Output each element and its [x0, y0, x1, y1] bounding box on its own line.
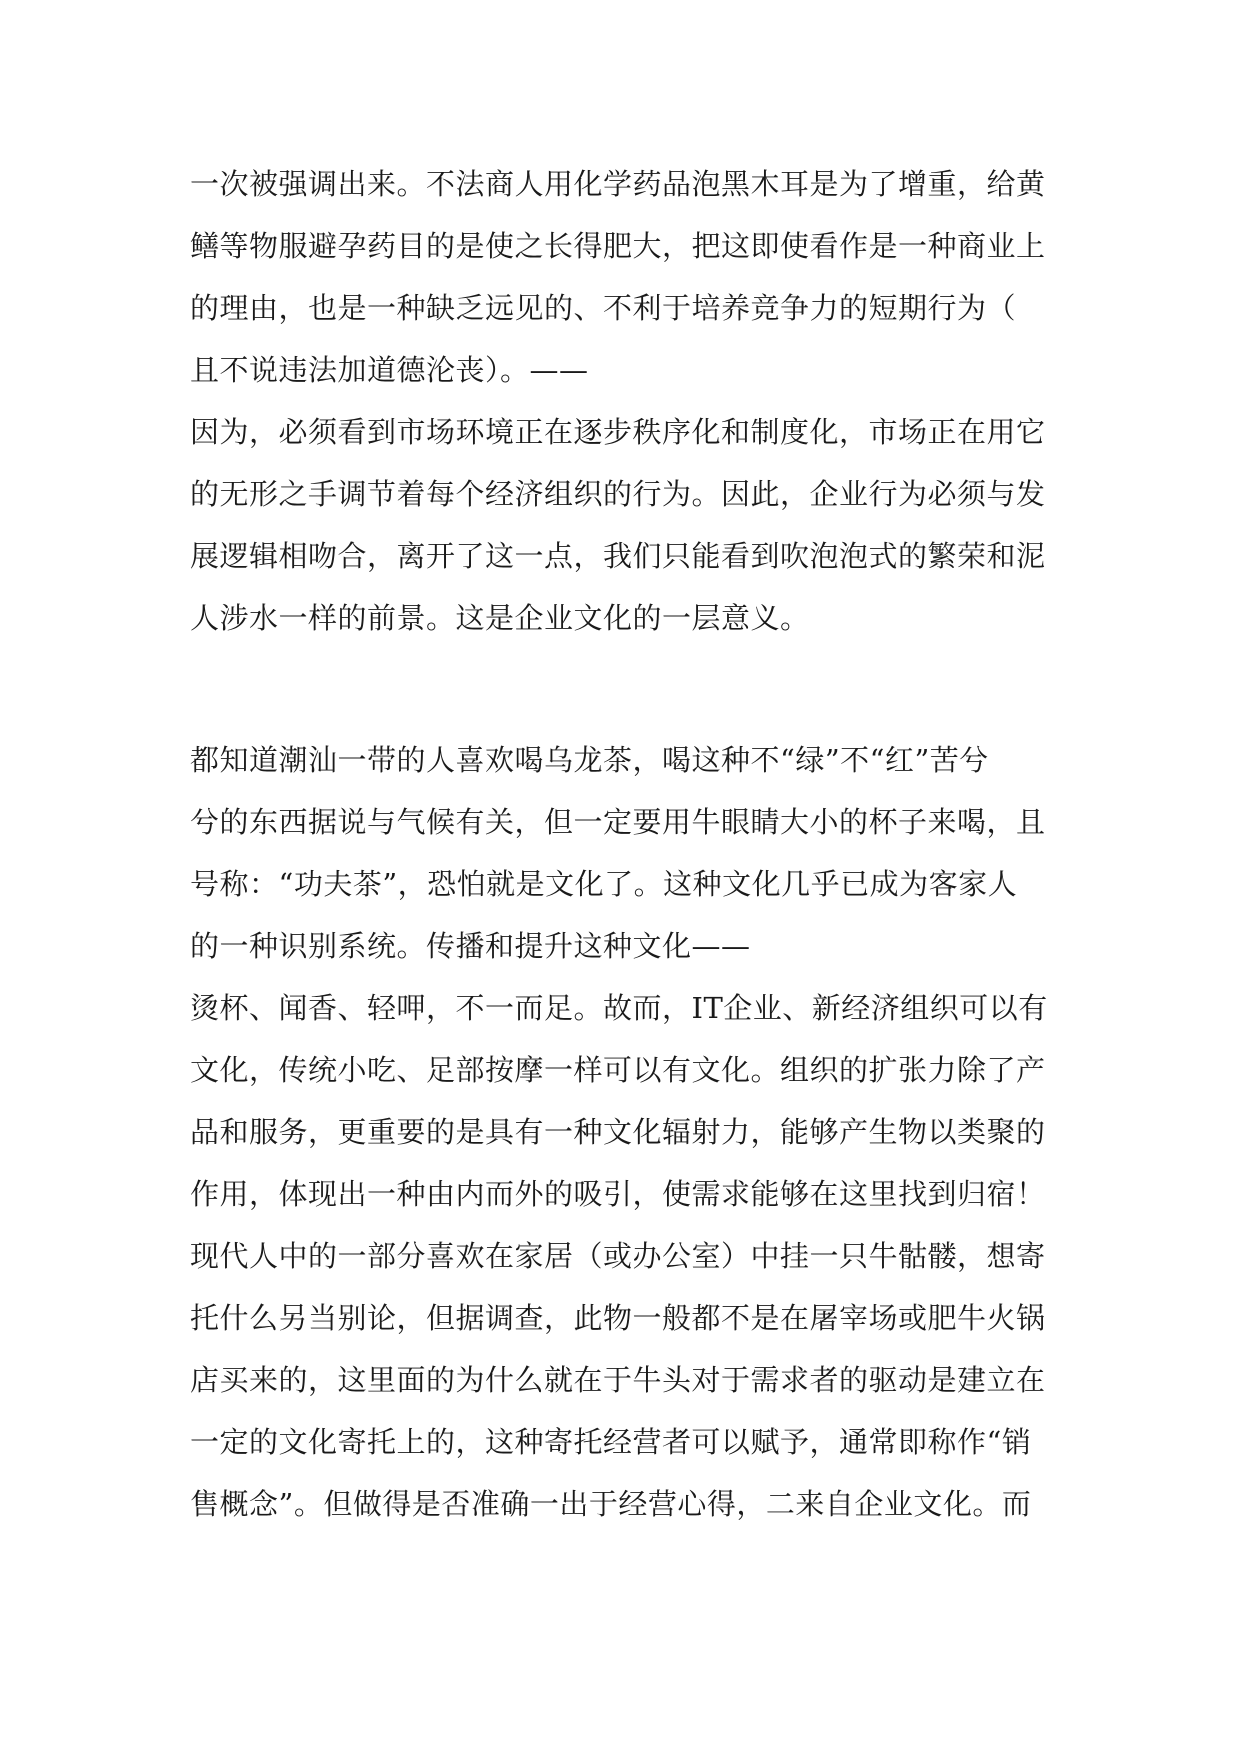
text-line: 托什么另当别论，但据调查，此物一般都不是在屠宰场或肥牛火锅 — [190, 1301, 1046, 1335]
paragraph-block-1 — [190, 153, 1050, 649]
text-line: 一次被强调出来。不法商人用化学药品泡黑木耳是为了增重，给黄 — [190, 167, 1046, 201]
text-line: 文化，传统小吃、足部按摩一样可以有文化。组织的扩张力除了产 — [190, 1053, 1046, 1087]
text-line: 作用，体现出一种由内而外的吸引，使需求能够在这里找到归宿！ — [190, 1177, 1046, 1211]
text-line: 现代人中的一部分喜欢在家居（或办公室）中挂一只牛骷髅，想寄 — [190, 1239, 1046, 1273]
text-line: 的无形之手调节着每个经济组织的行为。因此，企业行为必须与发 — [190, 477, 1046, 511]
text-line: 人涉水一样的前景。这是企业文化的一层意义。 — [190, 601, 810, 635]
text-line: 烫杯、闻香、轻呷，不一而足。故而，IT企业、新经济组织可以有 — [190, 991, 1048, 1025]
text-line: 店买来的，这里面的为什么就在于牛头对于需求者的驱动是建立在 — [190, 1363, 1046, 1397]
text-line: 展逻辑相吻合，离开了这一点，我们只能看到吹泡泡式的繁荣和泥 — [190, 539, 1046, 573]
paragraph-block-2 — [190, 729, 1050, 1535]
text-line: 售概念”。但做得是否准确一出于经营心得，二来自企业文化。而 — [190, 1487, 1032, 1521]
text-line: 鳝等物服避孕药目的是使之长得肥大，把这即使看作是一种商业上 — [190, 229, 1046, 263]
text-line: 兮的东西据说与气候有关，但一定要用牛眼睛大小的杯子来喝，且 — [190, 805, 1046, 839]
text-line: 号称：“功夫茶”，恐怕就是文化了。这种文化几乎已成为客家人 — [190, 867, 1018, 901]
text-line: 都知道潮汕一带的人喜欢喝乌龙茶，喝这种不“绿”不“红”苦兮 — [190, 743, 989, 777]
text-line: 一定的文化寄托上的，这种寄托经营者可以赋予，通常即称作“销 — [190, 1425, 1032, 1459]
text-line: 且不说违法加道德沦丧）。—— — [190, 353, 589, 387]
text-line: 的理由，也是一种缺乏远见的、不利于培养竞争力的短期行为（ — [190, 291, 1017, 325]
text-line: 的一种识别系统。传播和提升这种文化—— — [190, 929, 751, 963]
text-line: 因为，必须看到市场环境正在逐步秩序化和制度化，市场正在用它 — [190, 415, 1046, 449]
text-line: 品和服务，更重要的是具有一种文化辐射力，能够产生物以类聚的 — [190, 1115, 1046, 1149]
